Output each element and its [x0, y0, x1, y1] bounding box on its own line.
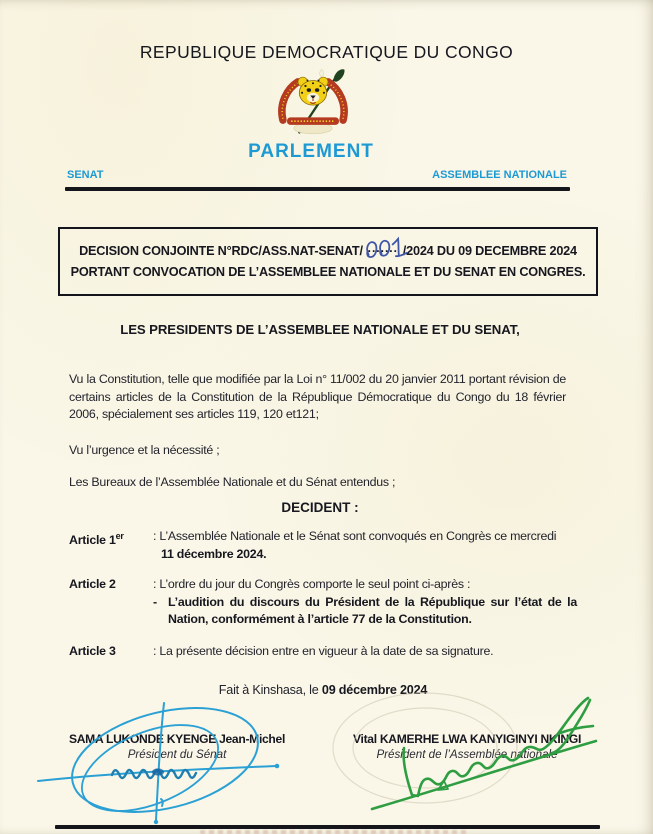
article-1	[69, 528, 569, 563]
paragraph-constitution: Vu la Constitution, telle que modifiée par la Loi n° 11/002 du 20 janvier 2011 portant révision de certains articles de la Constitution de la République Démocratique du Congo du 18 février 2006, spécialement ses articles 119, 120 et121;	[69, 372, 566, 422]
bullet-bold-text: L’audition du discours du Président de la République sur l’état de la Nation, conformément à l’article 77 de la Constitution.	[168, 594, 577, 627]
article-1-label-text: Article 1	[69, 533, 116, 548]
place-date-line	[0, 683, 646, 697]
presidents-heading: LES PRESIDENTS DE L’ASSEMBLEE NATIONALE ET DU SENAT,	[120, 322, 520, 337]
decident-heading: DECIDENT :	[281, 500, 359, 515]
signature-block-assembly-president	[342, 732, 592, 761]
signature-block-senate-president	[52, 732, 302, 761]
paragraph-bureaux: Les Bureaux de l’Assemblée Nationale et du Sénat entendus ;	[69, 475, 396, 489]
chambers-row	[67, 169, 567, 181]
country-title: REPUBLIQUE DEMOCRATIQUE DU CONGO	[139, 42, 514, 62]
decision-title-box	[58, 227, 598, 296]
footer-rule	[55, 825, 600, 829]
decision-line1-suffix: /2024 DU 09 DECEMBRE 2024	[402, 244, 577, 258]
article-2	[69, 576, 577, 629]
article-3-label: Article 3	[69, 644, 116, 658]
article-1-label-sup: er	[115, 531, 124, 541]
signature-right-name: Vital KAMERHE LWA KANYIGINYI NKINGI	[352, 732, 582, 746]
article-3-text: : La présente décision entre en vigueur à la date de sa signature.	[153, 644, 494, 658]
assemblee-nationale-label: ASSEMBLEE NATIONALE	[432, 169, 567, 181]
article-2-label: Article 2	[69, 577, 116, 591]
bullet-dash: -	[153, 594, 157, 609]
article-1-line1: : L’Assemblée Nationale et le Sénat sont convoqués en Congrès ce mercredi	[153, 529, 557, 543]
place-date-bold: 09 décembre 2024	[321, 683, 428, 697]
decision-line1	[64, 241, 592, 262]
footer-illegible-text	[200, 830, 470, 834]
flame-shape	[320, 70, 324, 77]
decision-line1-prefix: DECISION CONJOINTE N°RDC/ASS.NAT-SENAT/	[79, 244, 363, 258]
decision-line2: PORTANT CONVOCATION DE L’ASSEMBLEE NATIONALE ET DU SENAT EN CONGRES.	[70, 265, 586, 279]
handwritten-001-ink	[360, 232, 414, 263]
signature-left-role: Président du Sénat	[127, 748, 227, 761]
signature-left-name: SAMA LUKONDE KYENGE Jean-Michel	[68, 732, 286, 746]
leopard-head	[298, 77, 328, 105]
spear-blade	[334, 69, 345, 82]
dots-leader: .......	[367, 241, 398, 255]
paragraph-urgence: Vu l’urgence et la nécessité ;	[69, 443, 220, 457]
header-rule	[65, 187, 570, 191]
drc-coat-of-arms-icon	[272, 66, 354, 141]
right-tusk	[328, 82, 344, 120]
article-1-text	[153, 528, 569, 563]
article-2-text	[153, 576, 577, 629]
article-3	[69, 643, 569, 661]
article-1-date-bold: 11 décembre 2024.	[161, 546, 267, 561]
handwritten-number	[363, 241, 403, 257]
senat-label: SENAT	[67, 169, 104, 181]
parlement-title: PARLEMENT	[248, 141, 374, 162]
signature-right-role: Président de l’Assemblée nationale	[376, 748, 558, 761]
article-2-bullet	[153, 594, 577, 629]
left-tusk	[282, 82, 298, 120]
place-date-prefix: Fait à Kinshasa, le	[218, 683, 322, 697]
article-2-line1: : L’ordre du jour du Congrès comporte le seul point ci-après :	[153, 577, 471, 591]
article-1-label	[69, 528, 153, 563]
